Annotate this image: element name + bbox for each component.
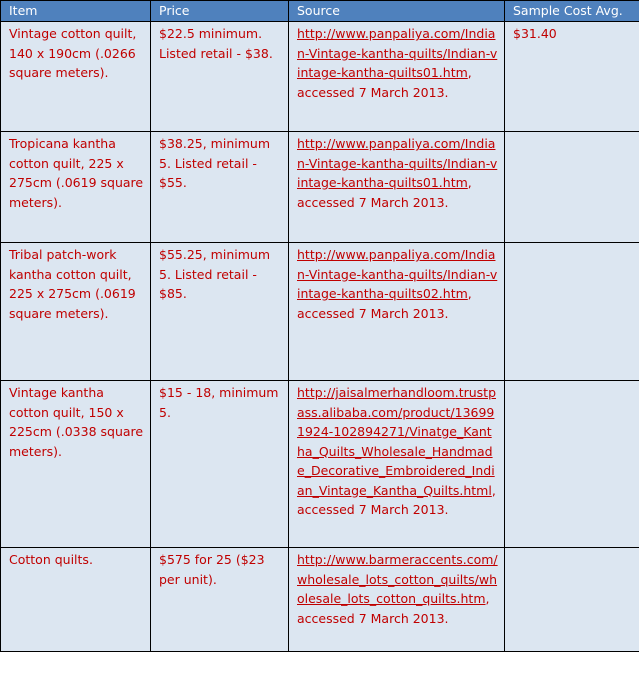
source-link[interactable]: http://www.panpaliya.com/Indian-Vintage-kantha-quilts/Indian-vintage-kantha-quilts01.htm (297, 136, 498, 190)
accessed-note: , accessed 7 March 2013. (297, 65, 472, 100)
cell-item: Cotton quilts. (1, 548, 151, 652)
header-row (1, 1, 639, 22)
cell-sample-cost-avg (505, 132, 639, 243)
accessed-note: , accessed 7 March 2013. (297, 286, 472, 321)
accessed-note: , accessed 7 March 2013. (297, 591, 490, 626)
cell-item: Vintage kantha cotton quilt, 150 x 225cm (.0338 square meters). (1, 381, 151, 548)
header-price: Price (151, 1, 289, 22)
header-item: Item (1, 1, 151, 22)
source-link[interactable]: http://www.barmeraccents.com/wholesale_lots_cotton_quilts/wholesale_lots_cotton_quilts.htm (297, 552, 498, 606)
source-link[interactable]: http://www.panpaliya.com/Indian-Vintage-kantha-quilts/Indian-vintage-kantha-quilts01.htm (297, 26, 498, 80)
cell-source (289, 243, 505, 381)
cell-price: $22.5 minimum. Listed retail - $38. (151, 22, 289, 132)
cell-source (289, 381, 505, 548)
cell-sample-cost-avg (505, 548, 639, 652)
source-link[interactable]: http://jaisalmerhandloom.trustpass.alibaba.com/product/136991924-102894271/Vinatge_Kantha_Quilts_Wholesale_Handmade_Decorative_Embroidered_Indian_Vintage_Kantha_Quilts.html (297, 385, 496, 498)
cell-sample-cost-avg (505, 243, 639, 381)
cell-source (289, 548, 505, 652)
cell-source (289, 22, 505, 132)
cell-item: Tribal patch-work kantha cotton quilt, 225 x 275cm (.0619 square meters). (1, 243, 151, 381)
cell-sample-cost-avg: $31.40 (505, 22, 639, 132)
cell-price: $55.25, minimum 5. Listed retail - $85. (151, 243, 289, 381)
cell-sample-cost-avg (505, 381, 639, 548)
accessed-note: , accessed 7 March 2013. (297, 482, 496, 517)
header-source: Source (289, 1, 505, 22)
table-row (1, 132, 639, 243)
header-sample-cost-avg: Sample Cost Avg. (505, 1, 639, 22)
table-row (1, 381, 639, 548)
table-row (1, 243, 639, 381)
cell-price: $38.25, minimum 5. Listed retail - $55. (151, 132, 289, 243)
cell-price: $15 - 18, minimum 5. (151, 381, 289, 548)
cell-item: Tropicana kantha cotton quilt, 225 x 275cm (.0619 square meters). (1, 132, 151, 243)
source-link[interactable]: http://www.panpaliya.com/Indian-Vintage-kantha-quilts/Indian-vintage-kantha-quilts02.htm (297, 247, 498, 301)
table-row (1, 548, 639, 652)
cell-item: Vintage cotton quilt, 140 x 190cm (.0266 square meters). (1, 22, 151, 132)
cell-source (289, 132, 505, 243)
cell-price: $575 for 25 ($23 per unit). (151, 548, 289, 652)
accessed-note: , accessed 7 March 2013. (297, 175, 472, 210)
table-row (1, 22, 639, 132)
